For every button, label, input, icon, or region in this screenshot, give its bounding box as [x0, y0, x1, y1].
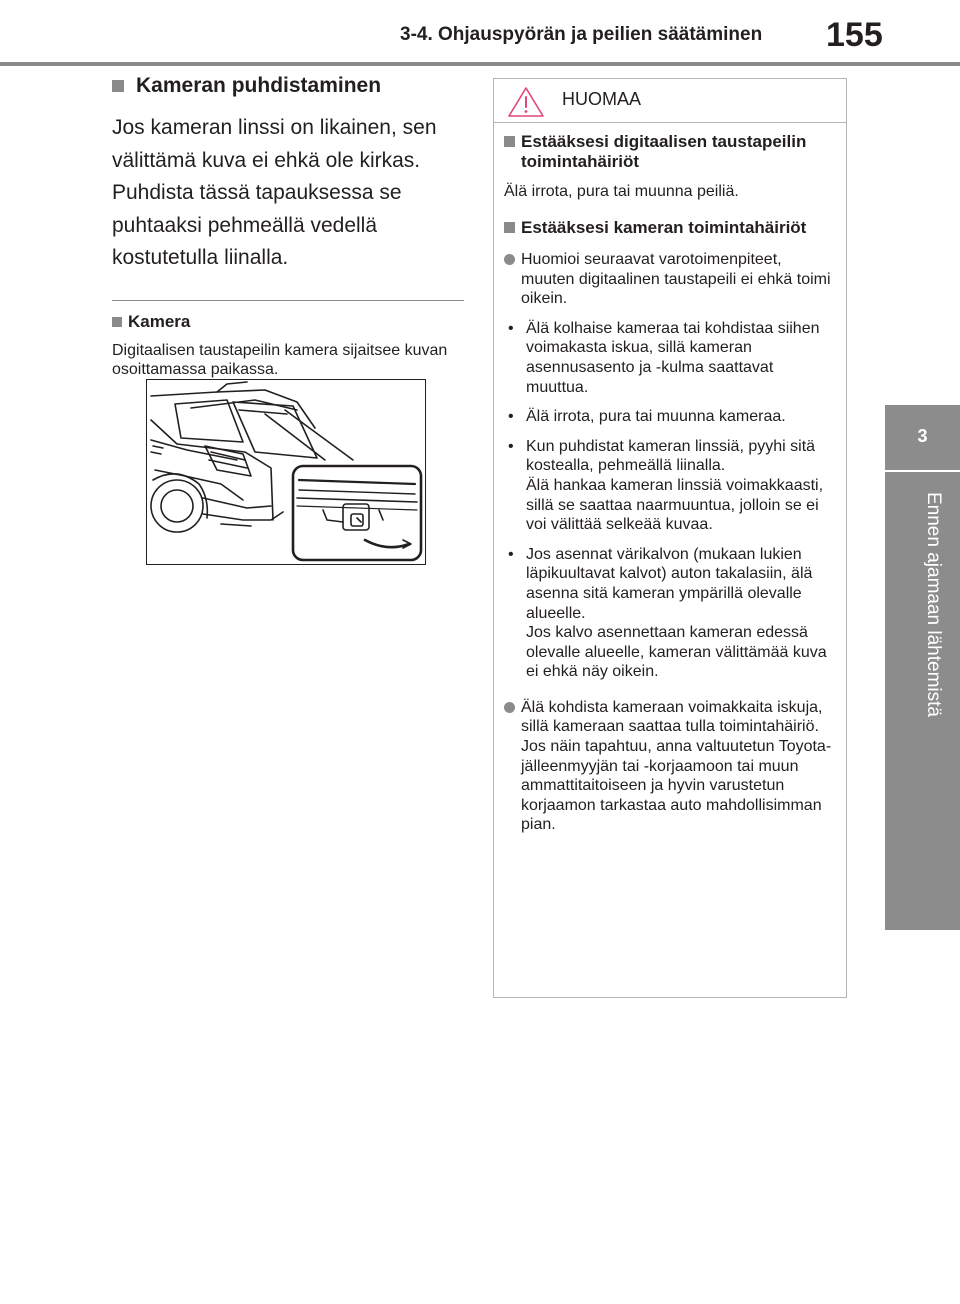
notice-body [494, 132, 846, 835]
sub-heading-text: Kamera [128, 311, 191, 331]
square-bullet-icon [504, 136, 515, 147]
section-heading [112, 72, 464, 100]
bullet-dot-icon: • [508, 319, 514, 337]
camera-location-figure [146, 379, 426, 565]
section-title: 3-4. Ohjauspyörän ja peilien säätäminen [400, 24, 763, 45]
notice-box [493, 78, 847, 998]
square-bullet-icon [112, 80, 124, 92]
list-item [504, 319, 832, 397]
notice-point [504, 698, 832, 835]
left-column [112, 72, 464, 379]
notice-point [504, 250, 832, 309]
notice-heading-mirror-text: Estääksesi digitaalisen taustapeilin toimintahäiriöt [521, 132, 807, 171]
notice-heading-mirror [504, 132, 832, 172]
list-item-text: Älä irrota, pura tai muunna kameraa. [526, 408, 786, 426]
bullet-dot-icon: • [508, 408, 514, 426]
notice-point-text: Älä kohdista kameraan voimakkaita iskuja, sillä kameraan saattaa tulla toimintahäiriö. Jos näin tapahtuu, anna valtuutetun Toyota-jälleenmyyjän tai -korjaamoon tai muun ammattitaitoiseen ja hyvin varustetun korjaamon tarkastaa auto mahdollisimman pian. [521, 698, 832, 834]
section-divider [112, 300, 464, 301]
bullet-dot-icon: • [508, 545, 514, 563]
notice-header [494, 79, 846, 123]
header-rule [0, 62, 960, 66]
sub-heading [112, 311, 464, 333]
camera-location-text: Digitaalisen taustapeilin kamera sijaitsee kuvan osoittamassa paikassa. [112, 341, 448, 378]
notice-mirror-text: Älä irrota, pura tai muunna peiliä. [504, 183, 739, 200]
list-item-text: Kun puhdistat kameran linssiä, pyyhi sitä kostealla, pehmeällä liinalla. Älä hankaa kameran linssiä voimakkaasti, sillä se saattaa naarmuuntua, jolloin se ei voi välittää selkeää kuvaa. [526, 437, 824, 534]
warning-triangle-icon [506, 85, 546, 119]
notice-point-text: Huomioi seuraavat varotoimenpiteet, muuten digitaalinen taustapeili ei ehkä toimi oikein. [521, 251, 831, 308]
list-item [504, 407, 832, 427]
notice-title: HUOMAA [562, 89, 642, 109]
section-heading-text: Kameran puhdistaminen [136, 74, 382, 97]
chapter-title: Ennen ajamaan lähtemistä [923, 492, 944, 717]
list-item-text: Jos asennat värikalvon (mukaan lukien läpikuultavat kalvot) auton takalasiin, älä asenna sitä kameran ympärillä olevalle alueelle. Jos kalvo asennettaan kameran edessä olevalle alueelle, kameran välittämää kuva ei ehkä näy oikein. [526, 545, 827, 681]
car-rear-illustration [147, 380, 425, 564]
notice-heading-camera [504, 218, 832, 238]
chapter-tab-divider [885, 470, 960, 472]
bullet-dot-icon: • [508, 437, 514, 455]
page-number: 155 [826, 16, 883, 54]
list-item [504, 545, 832, 682]
square-bullet-icon [112, 317, 122, 327]
square-bullet-icon [504, 222, 515, 233]
cleaning-instructions: Jos kameran linssi on likainen, sen välittämä kuva ei ehkä ole kirkas. Puhdista tässä tapauksessa se puhtaaksi pehmeällä vedellä kostutetulla liinalla. [112, 116, 437, 269]
notice-heading-camera-text: Estääksesi kameran toimintahäiriöt [521, 218, 807, 237]
circle-bullet-icon [504, 702, 515, 713]
list-item [504, 437, 832, 535]
list-item-text: Älä kolhaise kameraa tai kohdistaa siihen voimakasta iskua, sillä kameran asennusasento ja -kulma saattavat muuttua. [526, 319, 820, 396]
chapter-number: 3 [917, 426, 928, 446]
circle-bullet-icon [504, 254, 515, 265]
